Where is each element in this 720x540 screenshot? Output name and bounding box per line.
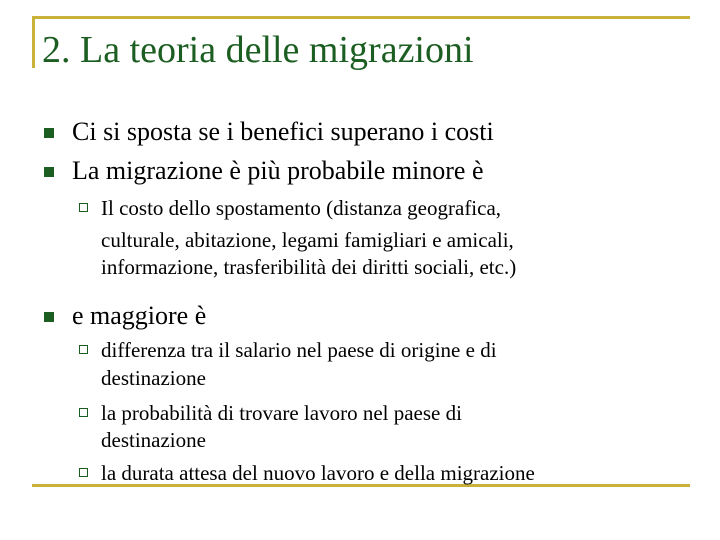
sub-bullet-line: destinazione (101, 366, 206, 390)
hollow-square-bullet-icon (79, 203, 88, 212)
hollow-square-bullet-icon (79, 408, 88, 417)
filled-square-bullet-icon (44, 312, 54, 322)
bullet-text: e maggiore è (72, 301, 207, 330)
sub-bullet-line: differenza tra il salario nel paese di origine e di (101, 338, 497, 362)
top-border-line (32, 16, 690, 19)
sub-bullet-line: destinazione (101, 428, 206, 452)
bullet-text: La migrazione è più probabile minore è (72, 156, 484, 185)
slide-title: 2. La teoria delle migrazioni (42, 29, 474, 71)
bullet-text: Ci si sposta se i benefici superano i costi (72, 117, 494, 146)
hollow-square-bullet-icon (79, 345, 88, 354)
sub-bullet-line: Il costo dello spostamento (distanza geografica, (101, 196, 502, 220)
sub-bullet-line: la probabilità di trovare lavoro nel paese di (101, 401, 462, 425)
hollow-square-bullet-icon (79, 468, 88, 477)
sub-bullet-line: la durata attesa del nuovo lavoro e della migrazione (101, 461, 535, 485)
sub-bullet-line: culturale, abitazione, legami famigliari e amicali, (101, 228, 514, 252)
left-border-line (32, 16, 35, 68)
filled-square-bullet-icon (44, 167, 54, 177)
sub-bullet-line: informazione, trasferibilità dei diritti sociali, etc.) (101, 255, 517, 279)
filled-square-bullet-icon (44, 128, 54, 138)
